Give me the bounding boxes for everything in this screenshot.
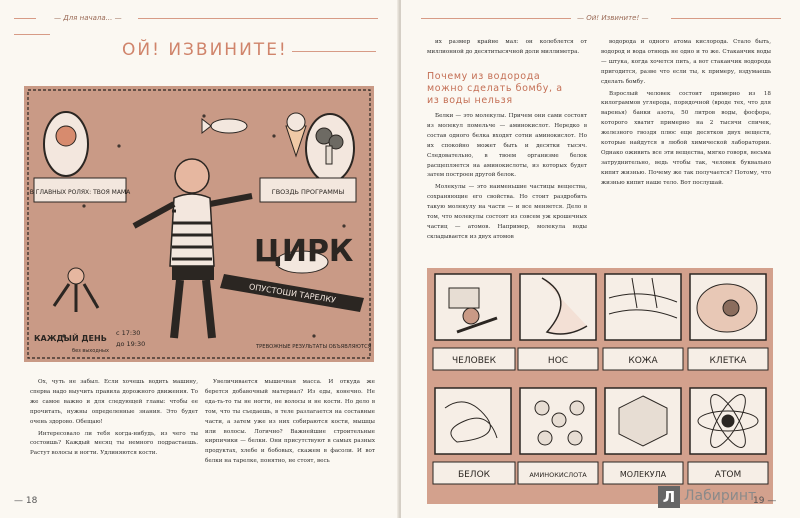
mother-portrait-head xyxy=(56,126,76,146)
panel-label-nose: НОС xyxy=(547,356,569,366)
panel-label-molecule: МОЛЕКУЛА xyxy=(619,470,667,479)
right-column-1 xyxy=(427,112,587,245)
paragraph: Белки — это молекулы. Причем они сами состоят из молекул помельче — аминокислот. Нередко в состав одного белка входят сотни аминокислот. Но их спокойно может быть и десятки тысяч. Следовательно, в твоем организме белок расщепляется на аминокислоты, из которых будет затем построен другой белок. xyxy=(427,113,587,179)
paragraph: Интересовало ли тебя когда-нибудь, из чего ты состоишь? Каждый месяц ты немного подрастаешь. Растут волосы и ногти. Удлиняются кости. xyxy=(30,430,198,457)
banner-title: ЦИРК xyxy=(254,234,354,269)
header-rule-right xyxy=(671,18,781,19)
left-column-2 xyxy=(205,378,375,469)
brand-logo-icon: Л xyxy=(658,486,680,508)
title-rule-left xyxy=(14,34,50,35)
page-number-left: — 18 xyxy=(14,496,38,506)
right-page xyxy=(401,0,800,518)
panel-label-human: ЧЕЛОВЕК xyxy=(452,356,496,366)
left-page xyxy=(0,0,399,518)
paragraph: Молекулы — это наименьшие частицы вещества, сохраняющие его свойства. Но стоит раздробить такую молекулу на части — и все меняется. Дело в том, что молекулы состоят из совсем уж крошечных частиц — атомов. Например, молекула воды складывается из двух атомов xyxy=(427,184,587,240)
scale-panels-illustration xyxy=(427,268,773,504)
results-note: ТРЕВОЖНЫЕ РЕЗУЛЬТАТЫ ОБЪЯВЛЯЮТСЯ xyxy=(256,344,372,350)
panel-label-amino-acid: АМИНОКИСЛОТА xyxy=(529,471,587,479)
page-number-right: 19 — xyxy=(753,496,777,506)
running-head: — Ой! Извините! — xyxy=(577,14,649,22)
left-signboard xyxy=(30,178,131,202)
paragraph: их размер крайне мал: он колеблется от миллионной до десятитысячной доли миллиметра. xyxy=(427,39,587,55)
left-column-1 xyxy=(30,378,198,461)
header-rule-left xyxy=(14,18,36,19)
paragraph: водорода и одного атома кислорода. Стало быть, водород и вода отнюдь не одно и то же. Стаканчик воды — штука, когда хочется пить, а вот стаканчик водорода пригодится, разве что если ты, к примеру, вздумаешь сделать бомбу. xyxy=(601,39,771,85)
panel-label-atom: АТОМ xyxy=(714,470,742,480)
left-sign-text: В ГЛАВНЫХ РОЛЯХ: ТВОЯ МАМА xyxy=(29,189,131,196)
running-head: — Для начала... — xyxy=(54,14,122,22)
cell-panel-art xyxy=(697,284,757,332)
right-column-1-top xyxy=(427,38,587,60)
header-rule-right xyxy=(138,18,378,19)
time-end: до 19:30 xyxy=(116,340,146,348)
page-title: ОЙ! ИЗВИНИТЕ! xyxy=(122,40,288,60)
right-sign-text: ГВОЗДЬ ПРОГРАММЫ xyxy=(271,188,345,196)
header-rule-left xyxy=(421,18,571,19)
daily-no-days-off: без выходных xyxy=(72,348,109,354)
paragraph: Ох, чуть не забыл. Если хочешь водить машину, сперва надо выучить правила дорожного движения. То же самое важно и для следующей главы: чтобы ее прочитать, нужны определенные знания. Это будет очень здорово. Обещаю! xyxy=(30,379,198,425)
time-start: с 17:30 xyxy=(116,329,141,337)
banner-subtitle: ОПУСТОШИ ТАРЕЛКУ xyxy=(248,282,337,305)
daily-label: КАЖДЫЙ ДЕНЬ xyxy=(34,334,107,343)
brand-name: Лабиринт xyxy=(684,488,757,504)
panel-label-cell: КЛЕТКА xyxy=(709,356,747,366)
section-heading: Почему из водорода можно сделать бомбу, а из воды нельзя xyxy=(427,71,563,106)
right-signboard xyxy=(260,178,356,202)
panel-label-skin: КОЖА xyxy=(628,356,658,366)
panel-label-protein: БЕЛОК xyxy=(457,470,491,480)
right-column-2 xyxy=(601,38,771,191)
paragraph: Взрослый человек состоит примерно из 18 килограммов углерода, порядочной (вроде тех, что для варенья) банки азота, 50 литров воды, фосфора, которого хватит примерно на 2 тысячи спичек, железного гвоздя плюс еще десятков двух веществ, которые найдутся в любой химической лаборатории. Однако оживить все эти вещества, мягко говоря, весьма затруднительно, ведь чтобы так, человек буквально кипит жизнью. Почему же так получается? Потому, что жизнью кипит наше тело. Вот послушай. xyxy=(601,90,771,186)
paragraph: Увеличивается мышечная масса. И откуда же берется добавочный материал? Из еды, конечно. Не еда-ть-то ты не ногти, не волосы и не кости. Но дело в том, что ты съедаешь, в теле разлагается на составные части, а затем уже из них собираются кости, мышцы или волосы. Логично? Важнейшие строительные кирпичики — белки. Они присутствуют в самых разных продуктах, хлебе и бобовых, скажем в фасоли. И вот белки на тарелке, понятно, не стоят, весь xyxy=(205,379,375,465)
title-rule-right xyxy=(292,51,376,52)
circus-poster-illustration xyxy=(24,86,374,362)
labirint-watermark xyxy=(658,486,788,508)
